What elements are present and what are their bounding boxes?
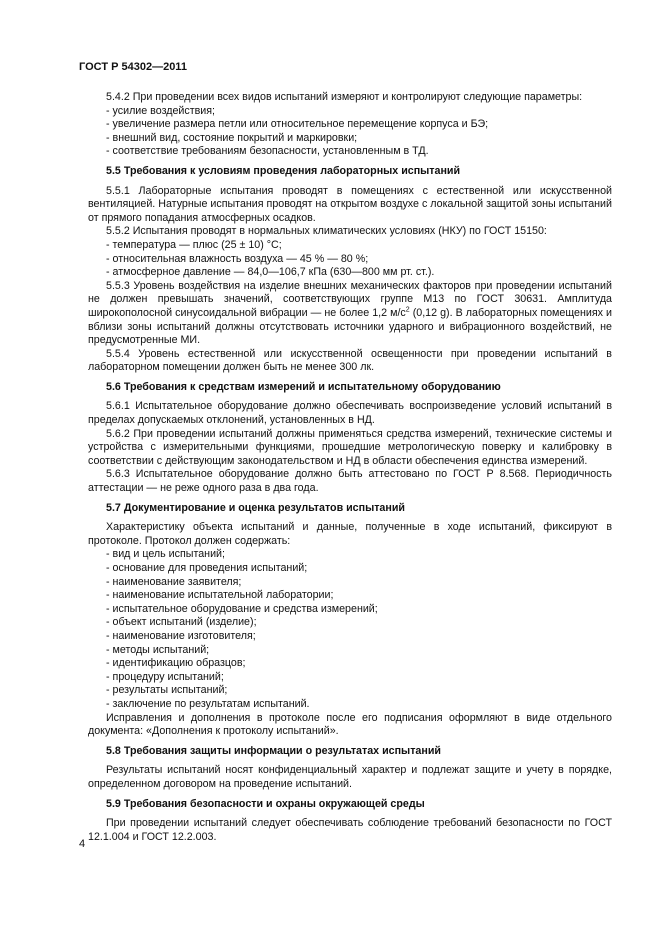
list-item: - относительная влажность воздуха — 45 % — 80 %; xyxy=(106,252,369,265)
section-heading-5-6: 5.6 Требования к средствам измерений и испытательному оборудованию xyxy=(106,380,501,393)
list-item: - наименование изготовителя; xyxy=(106,629,256,642)
section-heading-5-9: 5.9 Требования безопасности и охраны окружающей среды xyxy=(106,797,425,810)
paragraph-5-5-1: 5.5.1 Лабораторные испытания проводят в помещениях с естественной или искусственной вентиляцией. Натурные испытания проводят на открытом воздухе с локальной защитой зоны испытаний от прямого попадания атмосферных осадков. xyxy=(88,184,612,224)
paragraph-5-7-intro: Характеристику объекта испытаний и данные, полученные в ходе испытаний, фиксируют в протоколе. Протокол должен содержать: xyxy=(88,521,612,547)
section-heading-5-7: 5.7 Документирование и оценка результатов испытаний xyxy=(106,501,405,514)
paragraph-5-6-1: 5.6.1 Испытательное оборудование должно обеспечивать воспроизведение условий испытаний в пределах допускаемых отклонений, установленных в НД. xyxy=(88,400,612,427)
paragraph-5-5-3 xyxy=(88,280,612,348)
list-item: - объект испытаний (изделие); xyxy=(106,616,257,629)
list-item: - результаты испытаний; xyxy=(106,684,228,697)
list-item: - вид и цель испытаний; xyxy=(106,548,225,561)
list-item: - заключение по результатам испытаний. xyxy=(106,697,310,710)
paragraph-5-7-end: Исправления и дополнения в протоколе после его подписания оформляют в виде отдельного документа: «Дополнения к протоколу испытаний». xyxy=(88,711,612,738)
list-item: - увеличение размера петли или относительное перемещение корпуса и БЭ; xyxy=(106,118,489,131)
paragraph-5-9: При проведении испытаний следует обеспечивать соблюдение требований безопасности по ГОСТ 12.1.004 и ГОСТ 12.2.003. xyxy=(88,817,612,843)
list-item: - процедуру испытаний; xyxy=(106,670,224,683)
list-item: - наименование испытательной лаборатории; xyxy=(106,589,334,602)
paragraph-5-5-2: 5.5.2 Испытания проводят в нормальных климатических условиях (НКУ) по ГОСТ 15150: xyxy=(106,225,547,238)
list-item: - соответствие требованиям безопасности, установленным в ТД. xyxy=(106,145,429,158)
list-item: - атмосферное давление — 84,0—106,7 кПа (630—800 мм рт. ст.). xyxy=(106,266,435,279)
list-item: - температура — плюс (25 ± 10) °С; xyxy=(106,238,282,251)
paragraph-5-6-3: 5.6.3 Испытательное оборудование должно быть аттестовано по ГОСТ Р 8.568. Периодичность аттестации — не реже одного раза в два года. xyxy=(88,468,612,495)
list-item: - внешний вид, состояние покрытий и маркировки; xyxy=(106,131,358,144)
page-number: 4 xyxy=(79,838,86,850)
list-item: - наименование заявителя; xyxy=(106,575,242,588)
list-item: - испытательное оборудование и средства измерений; xyxy=(106,602,378,615)
paragraph-5-5-3-part-a: 5.5.3 Уровень воздействия на изделие внешних механических факторов при проведении испытаний не должен превышать значений, соответствующих группе М13 по ГОСТ 30631. Амплитуда широкополосной синусоидальной вибрации — не более 1,2 м/с xyxy=(88,279,612,319)
list-item: - идентификацию образцов; xyxy=(106,657,246,670)
section-heading-5-5: 5.5 Требования к условиям проведения лабораторных испытаний xyxy=(106,164,461,177)
superscript: 2 xyxy=(405,306,410,314)
paragraph-5-8: Результаты испытаний носят конфиденциальный характер и подлежат защите и учету в порядке, определенном договором на проведение испытаний. xyxy=(88,764,612,790)
list-item: - основание для проведения испытаний; xyxy=(106,562,308,574)
paragraph-5-5-3-part-b: (0,12 g). В лабораторных помещениях и вблизи зоны испытаний должны отсутствовать источники ударного и вибрационного воздействий, не предусмотренные МИ. xyxy=(88,306,612,347)
paragraph-5-4-2: 5.4.2 При проведении всех видов испытаний измеряют и контролируют следующие параметры: xyxy=(106,91,583,103)
document-body xyxy=(88,91,612,844)
paragraph-5-5-4: 5.5.4 Уровень естественной или искусственной освещенности при проведении испытаний в лабораторном помещении должен быть не менее 300 лк. xyxy=(88,347,612,374)
paragraph-5-6-2: 5.6.2 При проведении испытаний должны применяться средства измерений, технические системы и устройства с измерительными функциями, прошедшие метрологическую поверку и калибровку в соответствии с действующим законодательством и НД в области обеспечения единства измерений. xyxy=(88,427,612,467)
list-item: - усилие воздействия; xyxy=(106,104,216,117)
list-item: - методы испытаний; xyxy=(106,643,210,656)
document-header: ГОСТ Р 54302—2011 xyxy=(79,61,187,73)
section-heading-5-8: 5.8 Требования защиты информации о результатах испытаний xyxy=(106,744,441,757)
